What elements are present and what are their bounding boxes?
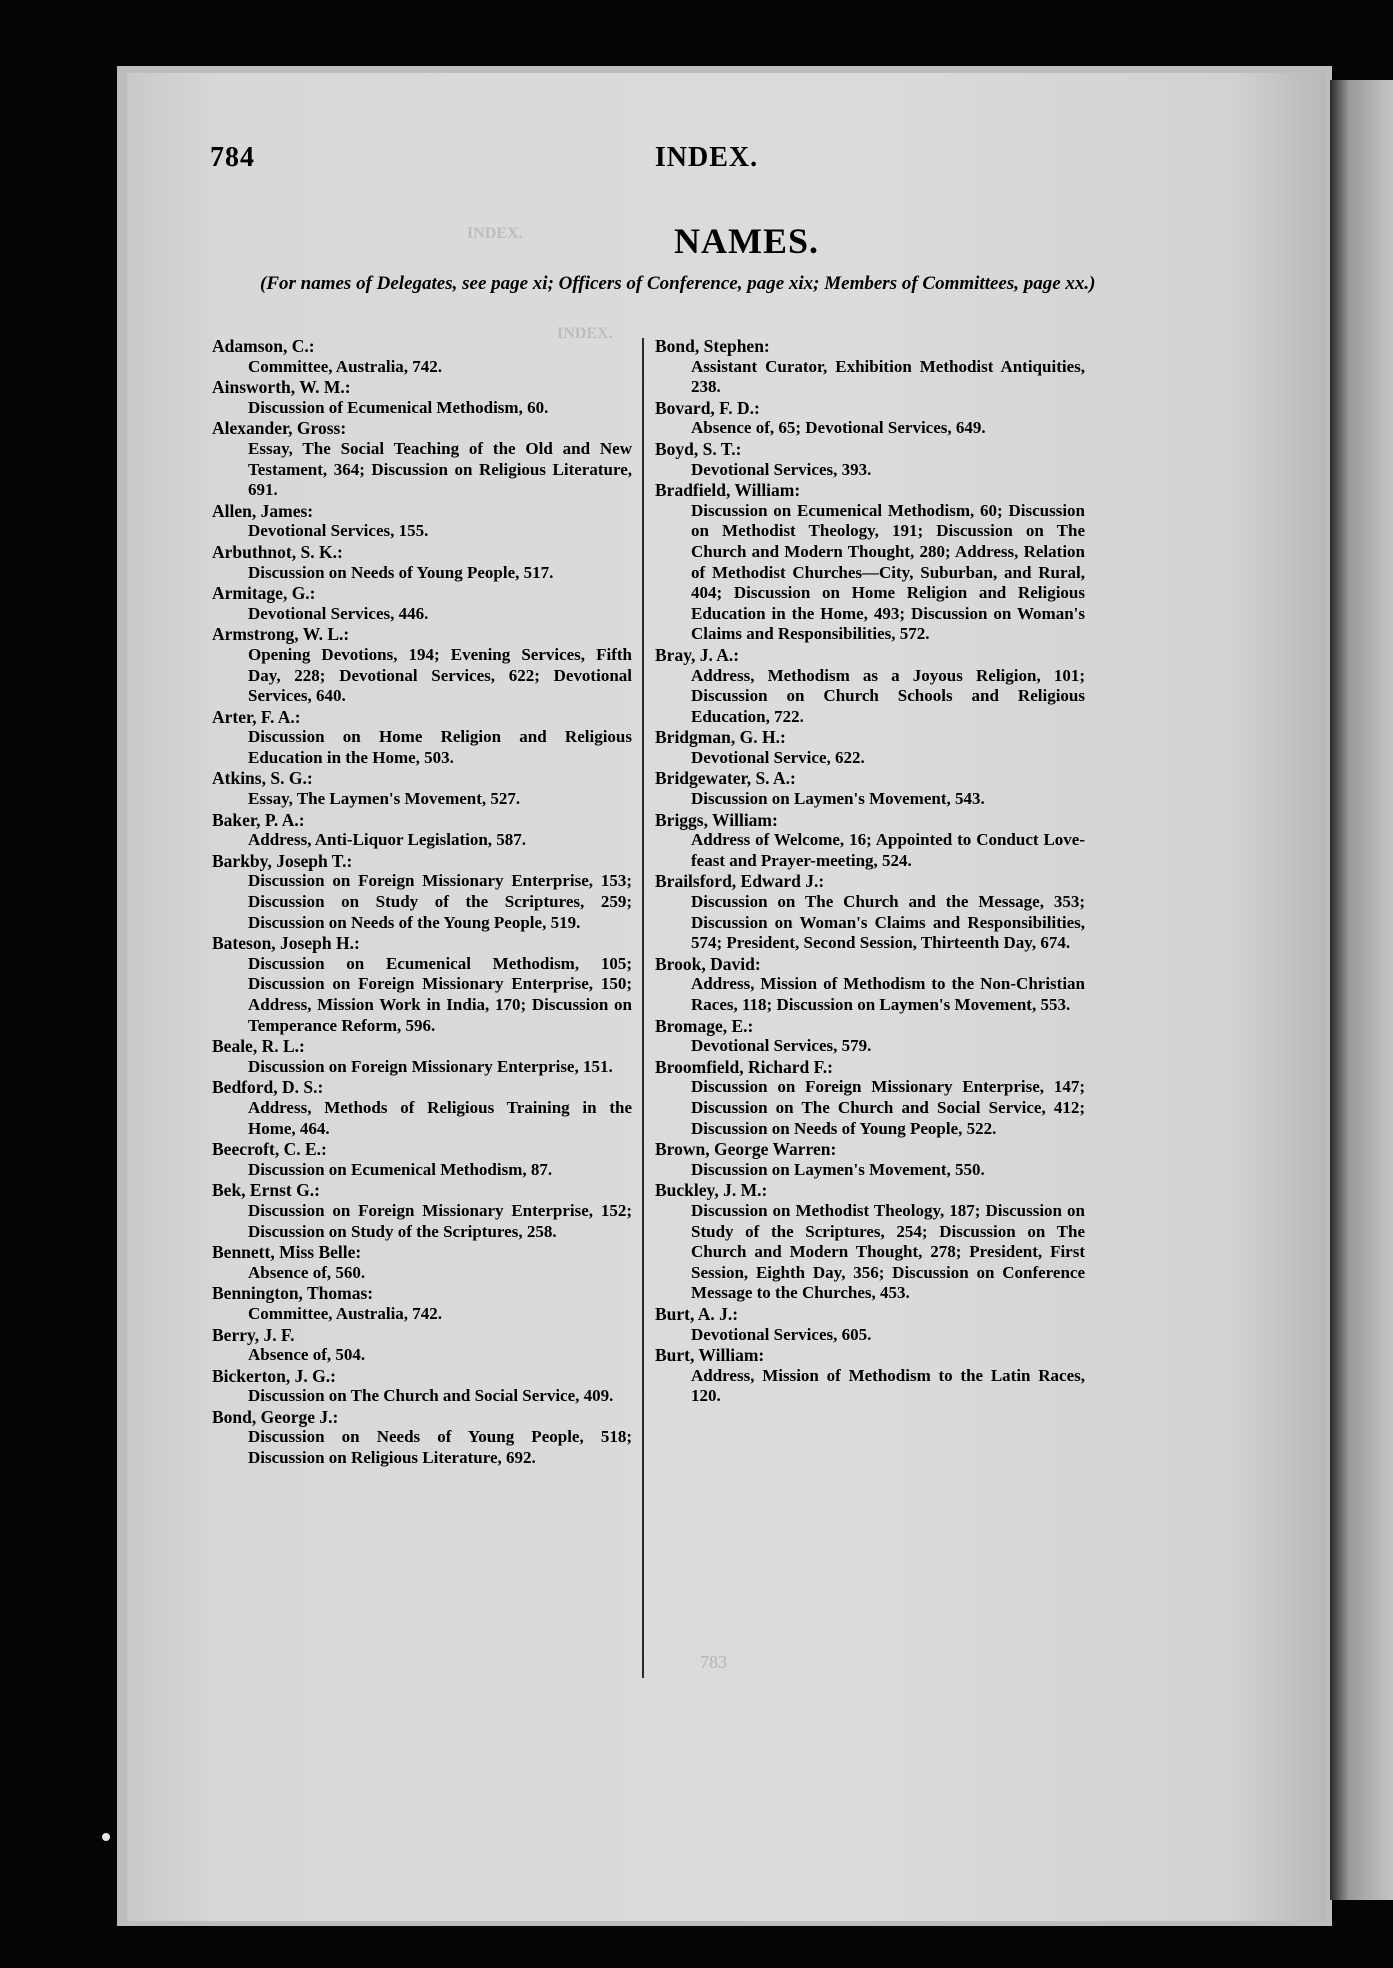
entry-name: Alexander, Gross: bbox=[212, 418, 347, 439]
cross-reference-note: (For names of Delegates, see page xi; Officers of Conference, page xix; Members of Committees, page xx.) bbox=[260, 273, 1096, 294]
entry-name: Atkins, S. G.: bbox=[212, 768, 313, 789]
entry-references: Discussion on Foreign Missionary Enterprise, 152; Discussion on Study of the Scriptures, 258. bbox=[248, 1200, 632, 1241]
entry-name: Buckley, J. M.: bbox=[655, 1180, 768, 1201]
index-entry bbox=[212, 1283, 632, 1324]
entry-name: Brown, George Warren: bbox=[655, 1139, 837, 1160]
index-entry bbox=[212, 583, 632, 624]
index-entry bbox=[212, 1407, 632, 1469]
index-entry bbox=[212, 1139, 632, 1180]
entry-references: Discussion of Ecumenical Methodism, 60. bbox=[248, 397, 549, 417]
entry-references: Address of Welcome, 16; Appointed to Conduct Love-feast and Prayer-meeting, 524. bbox=[691, 830, 1085, 870]
entry-name: Bek, Ernst G.: bbox=[212, 1180, 320, 1201]
entry-name: Bickerton, J. G.: bbox=[212, 1365, 336, 1386]
entry-references: Discussion on Ecumenical Methodism, 87. bbox=[248, 1159, 553, 1179]
entry-references: Devotional Services, 579. bbox=[691, 1036, 872, 1056]
entry-name: Bradfield, William: bbox=[655, 480, 801, 501]
entry-references: Discussion on The Church and Social Service, 409. bbox=[248, 1386, 614, 1406]
entry-references: Address, Mission of Methodism to the Non-Christian Races, 118; Discussion on Laymen's Movement, 553. bbox=[691, 974, 1085, 1014]
index-entry bbox=[655, 480, 1085, 645]
bleed-through-page-number: 783 bbox=[700, 1652, 727, 1672]
entry-name: Barkby, Joseph T.: bbox=[212, 850, 353, 871]
bleed-through-text: INDEX. bbox=[467, 225, 523, 242]
index-entry bbox=[655, 1139, 1085, 1180]
index-entry bbox=[655, 1345, 1085, 1407]
entry-name: Bray, J. A.: bbox=[655, 644, 740, 665]
running-title: INDEX. bbox=[654, 142, 759, 173]
index-entry bbox=[212, 418, 632, 500]
entry-name: Ainsworth, W. M.: bbox=[212, 377, 351, 398]
entry-references: Committee, Australia, 742. bbox=[248, 1303, 443, 1323]
entry-name: Bond, George J.: bbox=[212, 1406, 339, 1427]
index-entry bbox=[655, 768, 1085, 809]
index-entry bbox=[655, 727, 1085, 768]
entry-name: Bridgman, G. H.: bbox=[655, 727, 786, 748]
entry-name: Bovard, F. D.: bbox=[655, 397, 760, 418]
entry-name: Boyd, S. T.: bbox=[655, 438, 742, 459]
entry-references: Committee, Australia, 742. bbox=[248, 356, 443, 376]
index-column-right bbox=[655, 336, 1085, 1407]
entry-references: Discussion on Foreign Missionary Enterprise, 151. bbox=[248, 1056, 613, 1076]
entry-references: Devotional Services, 393. bbox=[691, 459, 872, 479]
index-entry bbox=[655, 1057, 1085, 1139]
index-entry bbox=[212, 1077, 632, 1139]
entry-name: Berry, J. F. bbox=[212, 1324, 295, 1345]
entry-name: Brook, David: bbox=[655, 953, 761, 974]
section-title: NAMES. bbox=[673, 221, 819, 261]
index-entry bbox=[212, 1180, 632, 1242]
index-entry bbox=[655, 810, 1085, 872]
index-entry bbox=[212, 707, 632, 769]
entry-name: Bond, Stephen: bbox=[655, 336, 770, 356]
entry-references: Address, Methodism as a Joyous Religion, 101; Discussion on Church Schools and Religious Education, 722. bbox=[691, 665, 1085, 726]
entry-name: Burt, A. J.: bbox=[655, 1303, 739, 1324]
entry-references: Discussion on Methodist Theology, 187; Discussion on Study of the Scriptures, 254; Discussion on The Church and Modern Thought, 278; President, First Session, Eighth Day, 356; Discussion on Conference Message to the Churches, 453. bbox=[691, 1200, 1085, 1303]
index-column-left bbox=[212, 336, 632, 1469]
entry-name: Beale, R. L.: bbox=[212, 1036, 305, 1057]
entry-references: Devotional Service, 622. bbox=[691, 747, 865, 767]
entry-references: Devotional Services, 605. bbox=[691, 1324, 872, 1344]
entry-references: Discussion on The Church and the Message, 353; Discussion on Woman's Claims and Responsibilities, 574; President, Second Session, Thirteenth Day, 674. bbox=[691, 892, 1085, 953]
index-entry bbox=[212, 1325, 632, 1366]
entry-references: Essay, The Laymen's Movement, 527. bbox=[248, 789, 521, 809]
entry-name: Arbuthnot, S. K.: bbox=[212, 541, 343, 562]
index-entry bbox=[655, 645, 1085, 727]
entry-name: Adamson, C.: bbox=[212, 336, 315, 356]
entry-name: Beecroft, C. E.: bbox=[212, 1139, 327, 1160]
index-entry bbox=[212, 624, 632, 706]
entry-references: Discussion on Needs of Young People, 518; Discussion on Religious Literature, 692. bbox=[248, 1427, 632, 1468]
adjacent-page-edge bbox=[1330, 80, 1393, 1900]
entry-name: Broomfield, Richard F.: bbox=[655, 1056, 833, 1077]
entry-name: Armstrong, W. L.: bbox=[212, 624, 350, 645]
index-entry bbox=[212, 851, 632, 933]
index-entry bbox=[212, 542, 632, 583]
entry-name: Briggs, William: bbox=[655, 809, 778, 830]
entry-references: Address, Mission of Methodism to the Latin Races, 120. bbox=[691, 1365, 1085, 1406]
entry-references: Discussion on Needs of Young People, 517. bbox=[248, 562, 554, 582]
entry-name: Baker, P. A.: bbox=[212, 809, 305, 830]
entry-references: Absence of, 65; Devotional Services, 649. bbox=[691, 418, 986, 438]
entry-references: Essay, The Social Teaching of the Old and New Testament, 364; Discussion on Religious Literature, 691. bbox=[248, 438, 632, 500]
index-entry bbox=[212, 336, 632, 377]
entry-name: Bateson, Joseph H.: bbox=[212, 933, 360, 954]
entry-references: Discussion on Ecumenical Methodism, 60; Discussion on Methodist Theology, 191; Discussion on The Church and Modern Thought, 280; Address, Relation of Methodist Churches—City, Suburban, and Rural, 404; Discussion on Home Religion and Religious Education in the Home, 493; Discussion on Woman's Claims and Responsibilities, 572. bbox=[691, 500, 1085, 644]
index-entry bbox=[212, 1242, 632, 1283]
entry-references: Discussion on Foreign Missionary Enterprise, 147; Discussion on The Church and Social Service, 412; Discussion on Needs of Young People, 522. bbox=[691, 1077, 1085, 1138]
entry-references: Discussion on Ecumenical Methodism, 105; Discussion on Foreign Missionary Enterprise, 150; Address, Mission Work in India, 170; Discussion on Temperance Reform, 596. bbox=[248, 953, 632, 1035]
entry-references: Discussion on Laymen's Movement, 550. bbox=[691, 1159, 985, 1179]
entry-name: Bromage, E.: bbox=[655, 1015, 754, 1036]
index-entry bbox=[655, 398, 1085, 439]
index-entry bbox=[655, 1304, 1085, 1345]
index-entry bbox=[655, 1180, 1085, 1304]
index-entry bbox=[655, 439, 1085, 480]
index-entry bbox=[212, 933, 632, 1036]
entry-name: Bedford, D. S.: bbox=[212, 1077, 324, 1098]
entry-references: Discussion on Home Religion and Religious Education in the Home, 503. bbox=[248, 727, 632, 767]
index-entry bbox=[212, 501, 632, 542]
page-number: 784 bbox=[210, 142, 255, 173]
index-entry bbox=[655, 954, 1085, 1016]
bleed-through-text: INDEX. bbox=[557, 325, 613, 342]
entry-name: Allen, James: bbox=[212, 500, 314, 521]
entry-references: Opening Devotions, 194; Evening Services, Fifth Day, 228; Devotional Services, 622; Devotional Services, 640. bbox=[248, 644, 632, 706]
running-head bbox=[210, 142, 1183, 182]
entry-name: Arter, F. A.: bbox=[212, 706, 301, 727]
entry-references: Address, Anti-Liquor Legislation, 587. bbox=[248, 830, 527, 850]
index-entry bbox=[212, 1366, 632, 1407]
entry-references: Absence of, 560. bbox=[248, 1262, 366, 1282]
entry-references: Address, Methods of Religious Training in the Home, 464. bbox=[248, 1097, 632, 1138]
entry-references: Absence of, 504. bbox=[248, 1345, 366, 1365]
column-divider bbox=[642, 338, 644, 1678]
entry-references: Assistant Curator, Exhibition Methodist Antiquities, 238. bbox=[691, 356, 1085, 397]
index-entry bbox=[212, 768, 632, 809]
entry-references: Discussion on Laymen's Movement, 543. bbox=[691, 789, 985, 809]
entry-references: Devotional Services, 155. bbox=[248, 521, 429, 541]
entry-references: Discussion on Foreign Missionary Enterprise, 153; Discussion on Study of the Scriptures, 259; Discussion on Needs of the Young People, 519. bbox=[248, 871, 632, 932]
entry-name: Bridgewater, S. A.: bbox=[655, 768, 796, 789]
index-entry bbox=[655, 871, 1085, 953]
entry-name: Burt, William: bbox=[655, 1345, 765, 1366]
index-entry bbox=[655, 336, 1085, 398]
index-entry bbox=[212, 1036, 632, 1077]
index-entry bbox=[212, 377, 632, 418]
entry-name: Armitage, G.: bbox=[212, 583, 316, 604]
entry-references: Devotional Services, 446. bbox=[248, 603, 429, 623]
index-entry bbox=[655, 1016, 1085, 1057]
index-entry bbox=[212, 810, 632, 851]
scan-speck bbox=[102, 1833, 110, 1841]
entry-name: Bennett, Miss Belle: bbox=[212, 1242, 362, 1263]
entry-name: Bennington, Thomas: bbox=[212, 1283, 374, 1304]
entry-name: Brailsford, Edward J.: bbox=[655, 871, 825, 892]
